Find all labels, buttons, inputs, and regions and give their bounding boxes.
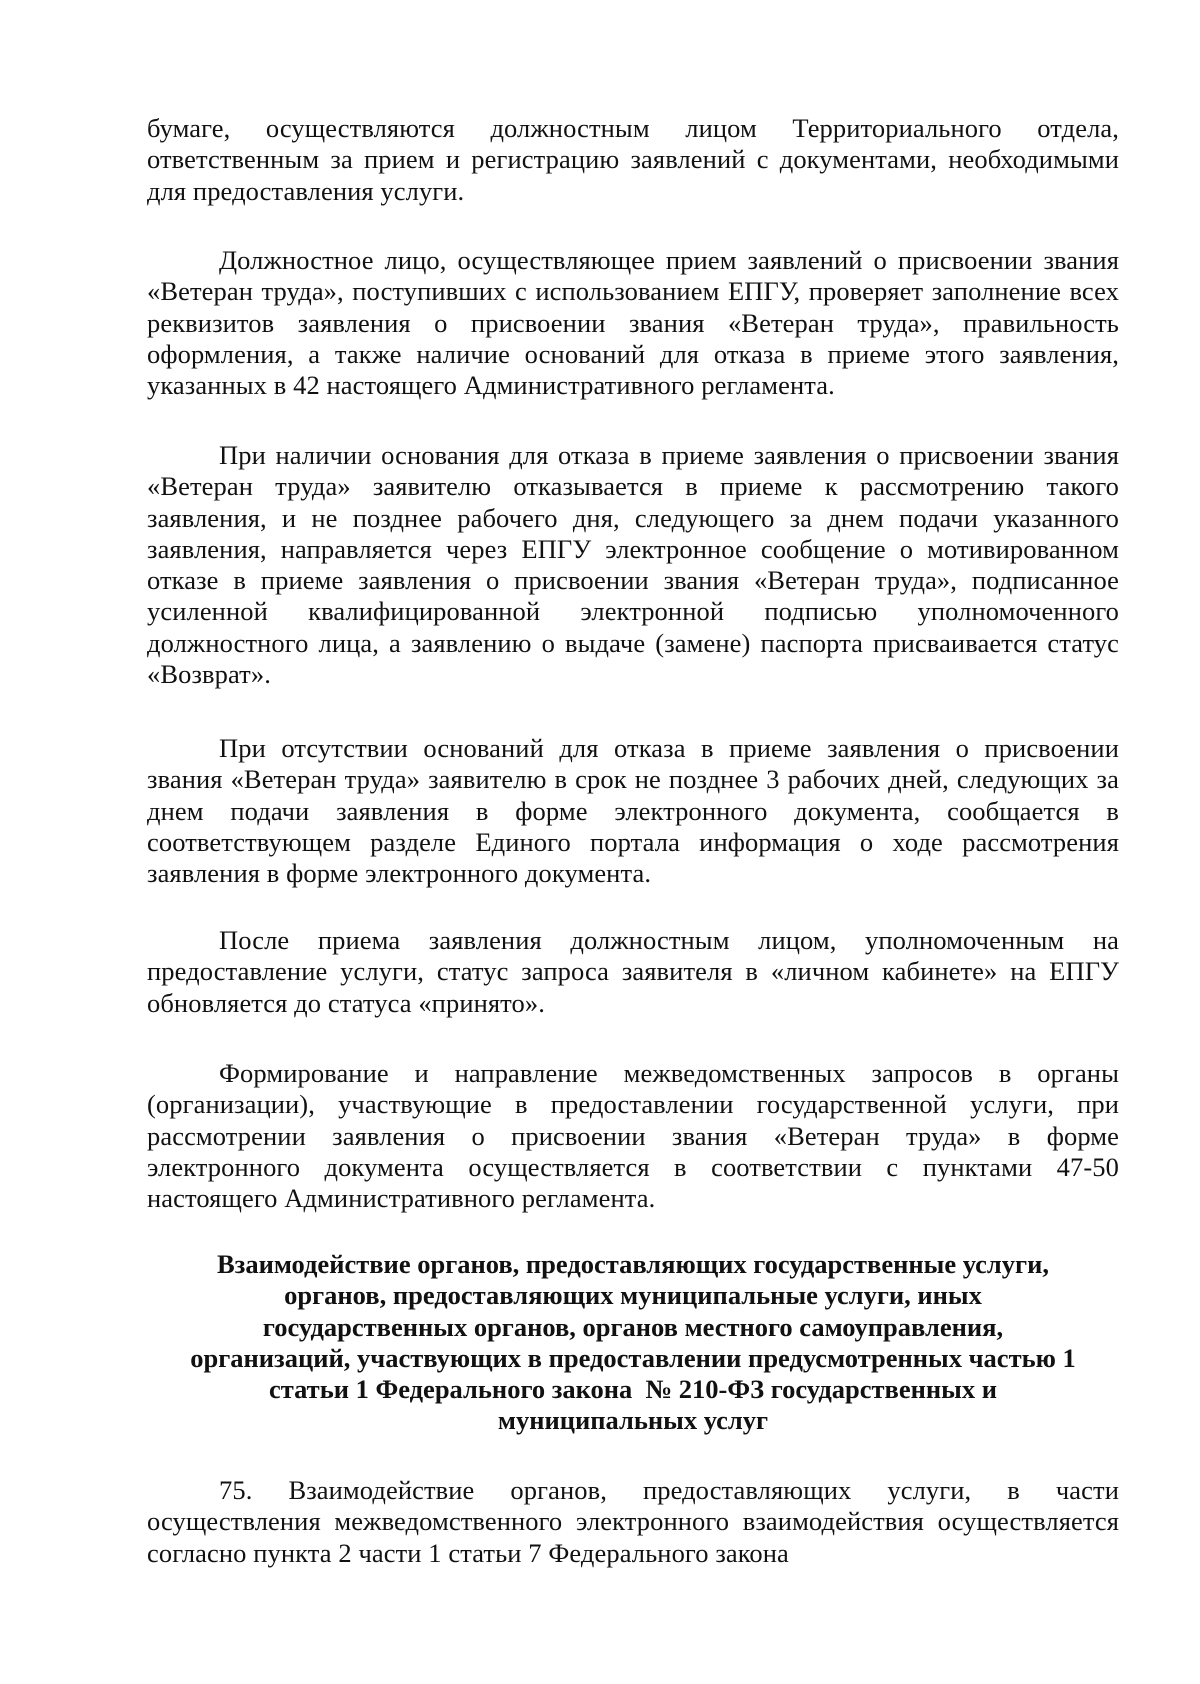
paragraph-application-check: Должностное лицо, осуществляющее прием заявлений о присвоении звания «Ветеран труда», поступивших с использованием ЕПГУ, проверяет заполнение всех реквизитов заявления о присвоении звания «Ветеран труда», правильность оформления, а также наличие оснований для отказа в приеме этого заявления, указанных в 42 настоящего Административного регламента. [147,245,1119,401]
heading-line: государственных органов, органов местного самоуправления, [262,1311,1004,1342]
paragraph-interagency-requests: Формирование и направление межведомственных запросов в органы (организации), участвующие в предоставлении государственной услуги, при рассмотрении заявления о присвоении звания «Ветеран труда» в форме электронного документа осуществляется в соответствии с пунктами 47-50 настоящего Административного регламента. [147,1058,1119,1214]
heading-line: органов, предоставляющих муниципальные услуги, иных [284,1280,982,1311]
heading-line: Взаимодействие органов, предоставляющих государственные услуги, [217,1249,1049,1279]
paragraph-status-accepted: После приема заявления должностным лицом, уполномоченным на предоставление услуги, статус запроса заявителя в «личном кабинете» на ЕПГУ обновляется до статуса «принято». [147,925,1119,1018]
paragraph-no-grounds: При отсутствии оснований для отказа в приеме заявления о присвоении звания «Ветеран труда» заявителю в срок не позднее 3 рабочих дней, следующих за днем подачи заявления в форме электронного документа, сообщается в соответствующем разделе Единого портала информация о ходе рассмотрения заявления в форме электронного документа. [147,733,1119,889]
heading-line: статьи 1 Федерального закона № 210-ФЗ государственных и [269,1374,997,1405]
paragraph-refusal: При наличии основания для отказа в приеме заявления о присвоении звания «Ветеран труда» заявителю отказывается в приеме к рассмотрению такого заявления, и не позднее рабочего дня, следующего за днем подачи указанного заявления, направляется через ЕПГУ электронное сообщение о мотивированном отказе в приеме заявления о присвоении звания «Ветеран труда», подписанное усиленной квалифицированной электронной подписью уполномоченного должностного лица, а заявлению о выдаче (замене) паспорта присваивается статус «Возврат». [147,440,1119,690]
heading-line: организаций, участвующих в предоставлении предусмотренных частью 1 [190,1342,1076,1373]
paragraph-continuation: бумаге, осуществляются должностным лицом Территориального отдела, ответственным за прием и регистрацию заявлений с документами, необходимыми для предоставления услуги. [147,113,1119,206]
heading-line: муниципальных услуг [497,1405,769,1436]
paragraph-75: 75. Взаимодействие органов, предоставляющих услуги, в части осуществления межведомственного электронного взаимодействия осуществляется согласно пункта 2 части 1 статьи 7 Федерального закона [147,1475,1119,1568]
section-heading [147,1249,1119,1437]
